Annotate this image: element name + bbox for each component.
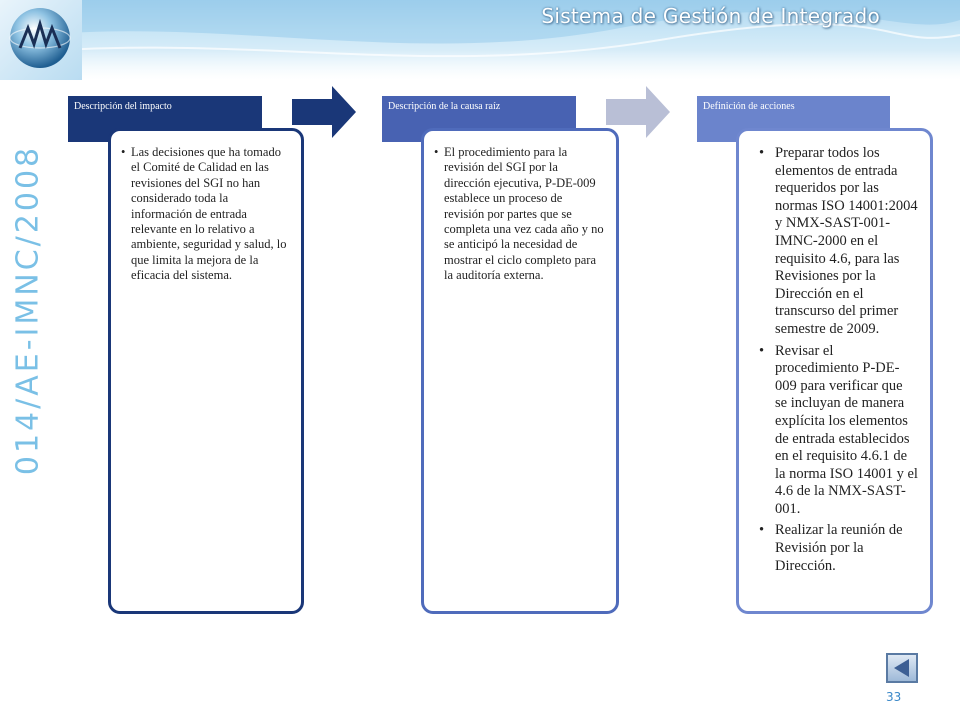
list-item: • Las decisiones que ha tomado el Comité de Calidad en las revisiones del SGI no han considerado toda la información de entrada relevante en lo relativo a ambiente, seguridad y salud, lo que limita la mejora de la eficacia del sistema. xyxy=(121,145,289,284)
tab-descripcion-impacto: Descripción del impacto xyxy=(68,96,262,142)
list-item: • Preparar todos los elementos de entrada requeridos por las normas ISO 14001:2004 y NMX-SAST-001-IMNC-2000 en el requisito 4.6, para las Revisiones por la Dirección en el transcurso del primer semestre de 2009. xyxy=(753,145,918,339)
list-item: • Revisar el procedimiento P-DE-009 para verificar que se incluyan de manera explícita los elementos de entrada establecidos en el requisito 4.6.1 de la norma ISO 14001 y el 4.6 de la NMX-SAST-001. xyxy=(753,343,918,519)
arrow-right-icon xyxy=(292,86,358,138)
list-item: • Realizar la reunión de Revisión por la Dirección. xyxy=(753,522,918,575)
impact-list xyxy=(121,145,289,284)
page-number: 33 xyxy=(886,690,902,704)
actions-list xyxy=(749,145,918,575)
document-code-vertical xyxy=(8,145,48,475)
logo xyxy=(0,0,82,80)
arrow-right-icon xyxy=(606,86,672,138)
triangle-left-icon xyxy=(888,655,916,681)
card-descripcion-impacto xyxy=(108,128,304,614)
previous-slide-button[interactable] xyxy=(886,653,918,683)
root-cause-list xyxy=(434,145,604,284)
presentation-title: Sistema de Gestión de Integrado xyxy=(541,4,880,28)
tab-definicion-acciones: Definición de acciones xyxy=(697,96,890,142)
globe-logo-icon xyxy=(0,0,82,80)
card-definicion-acciones xyxy=(736,128,933,614)
list-item: • El procedimiento para la revisión del SGI por la dirección ejecutiva, P-DE-009 establece un proceso de revisión por partes que se completa una vez cada año y no se anticipó la necesidad de mostrar el ciclo completo para la auditoría externa. xyxy=(434,145,604,284)
tab-causa-raiz: Descripción de la causa raíz xyxy=(382,96,576,142)
document-code-text: 014/AE-IMNC/2008 xyxy=(10,144,46,476)
card-causa-raiz xyxy=(421,128,619,614)
